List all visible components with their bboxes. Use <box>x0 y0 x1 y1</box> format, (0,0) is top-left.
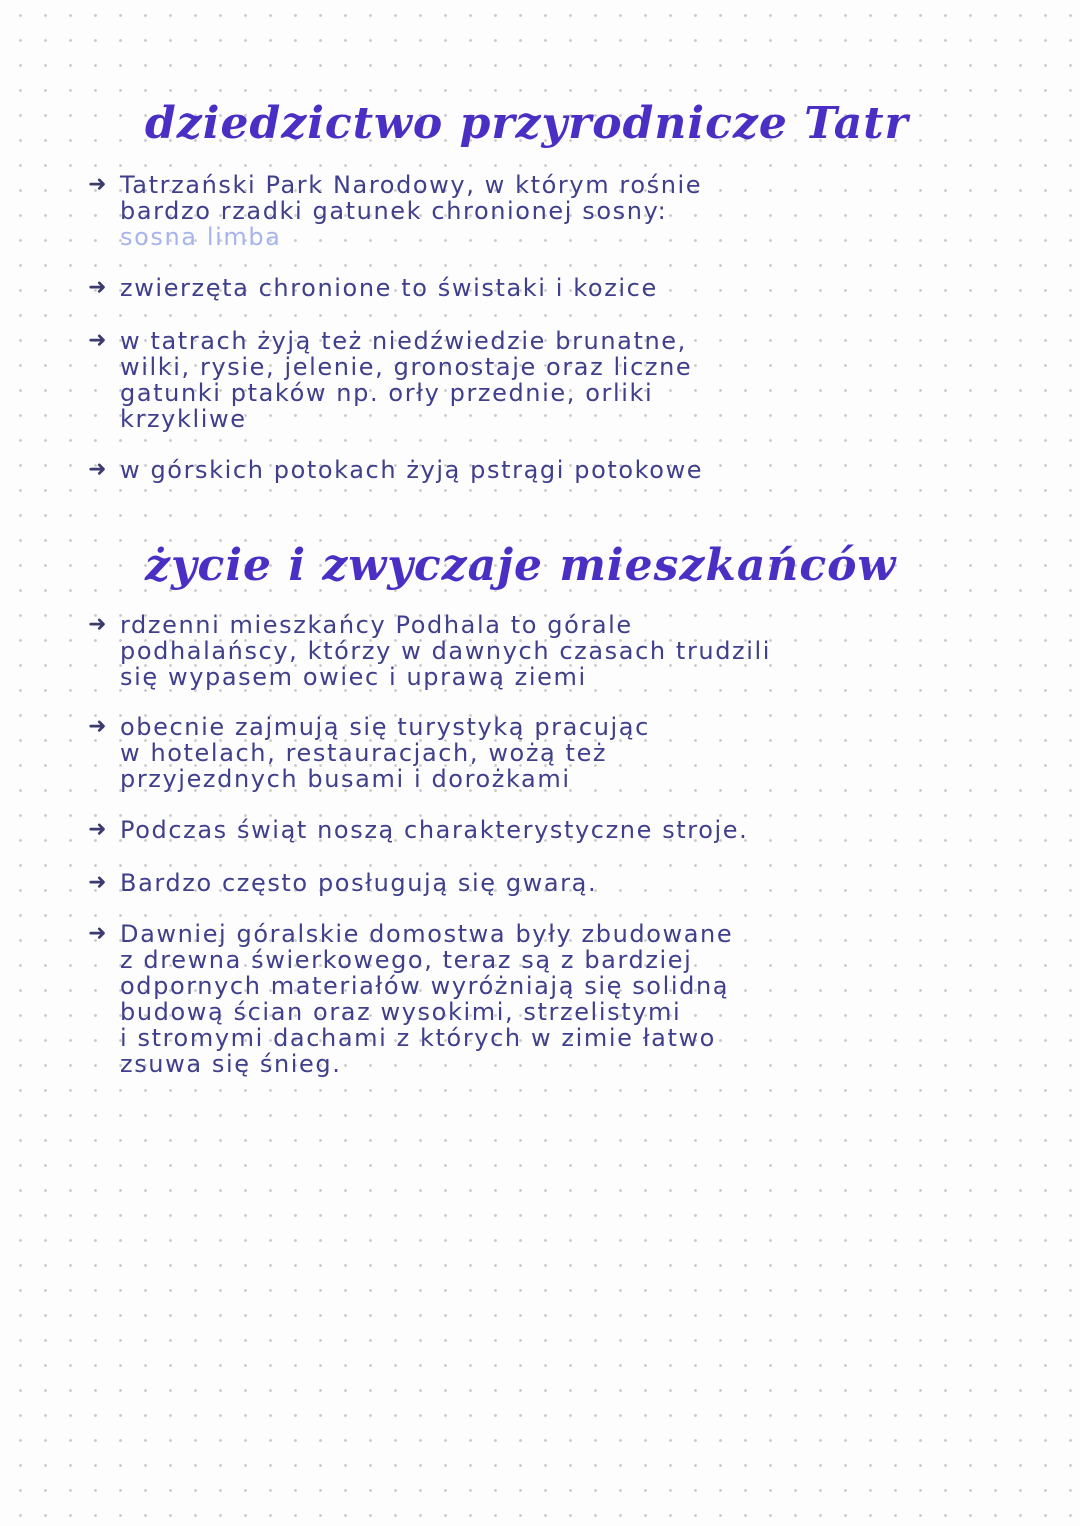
note-text <box>120 612 771 690</box>
note-text <box>120 275 658 301</box>
arrow-right-icon: ➜ <box>88 457 107 482</box>
note-line: krzykliwe <box>120 405 247 433</box>
arrow-right-icon: ➜ <box>88 921 107 946</box>
section-title-natural-heritage: dziedzictwo przyrodnicze Tatr <box>145 98 909 149</box>
arrow-right-icon: ➜ <box>88 275 107 300</box>
note-text <box>120 817 748 843</box>
note-line: wilki, rysie, jelenie, gronostaje oraz liczne <box>120 353 693 381</box>
note-line: Tatrzański Park Narodowy, w którym rośnie <box>120 171 703 199</box>
note-line: budową ścian oraz wysokimi, strzelistymi <box>120 998 682 1026</box>
note-line: zsuwa się śnieg. <box>120 1050 342 1078</box>
note-line: gatunki ptaków np. orły przednie, orliki <box>120 379 654 407</box>
note-line: się wypasem owiec i uprawą ziemi <box>120 663 587 691</box>
arrow-right-icon: ➜ <box>88 612 107 637</box>
note-line: w hotelach, restauracjach, wożą też <box>120 739 608 767</box>
note-text <box>120 714 650 792</box>
note-text <box>120 870 597 896</box>
note-line: w tatrach żyją też niedźwiedzie brunatne, <box>120 327 687 355</box>
highlighted-term: sosna limba <box>120 223 282 251</box>
note-line: rdzenni mieszkańcy Podhala to górale <box>120 611 633 639</box>
arrow-right-icon: ➜ <box>88 870 107 895</box>
note-line: Dawniej góralskie domostwa były zbudowane <box>120 920 734 948</box>
arrow-right-icon: ➜ <box>88 172 107 197</box>
note-line: obecnie zajmują się turystyką pracując <box>120 713 650 741</box>
note-line: odpornych materiałów wyróżniają się solidną <box>120 972 730 1000</box>
arrow-right-icon: ➜ <box>88 328 107 353</box>
note-line: zwierzęta chronione to świstaki i kozice <box>120 274 658 302</box>
note-line: Bardzo często posługują się gwarą. <box>120 869 598 897</box>
note-text <box>120 921 733 1077</box>
note-line: podhalańscy, którzy w dawnych czasach trudzili <box>120 637 772 665</box>
note-line: przyjezdnych busami i dorożkami <box>120 765 571 793</box>
arrow-right-icon: ➜ <box>88 817 107 842</box>
note-line: bardzo rzadki gatunek chronionej sosny: <box>120 197 668 225</box>
note-line: z drewna świerkowego, teraz są z bardziej <box>120 946 693 974</box>
note-text <box>120 457 703 483</box>
note-text <box>120 328 692 432</box>
section-title-life-and-customs: życie i zwyczaje mieszkańców <box>145 540 897 591</box>
note-line: i stromymi dachami z których w zimie łatwo <box>120 1024 716 1052</box>
note-text <box>120 172 702 250</box>
note-line: Podczas świąt noszą charakterystyczne stroje. <box>120 816 749 844</box>
note-line: w górskich potokach żyją pstrągi potokowe <box>120 456 704 484</box>
arrow-right-icon: ➜ <box>88 714 107 739</box>
